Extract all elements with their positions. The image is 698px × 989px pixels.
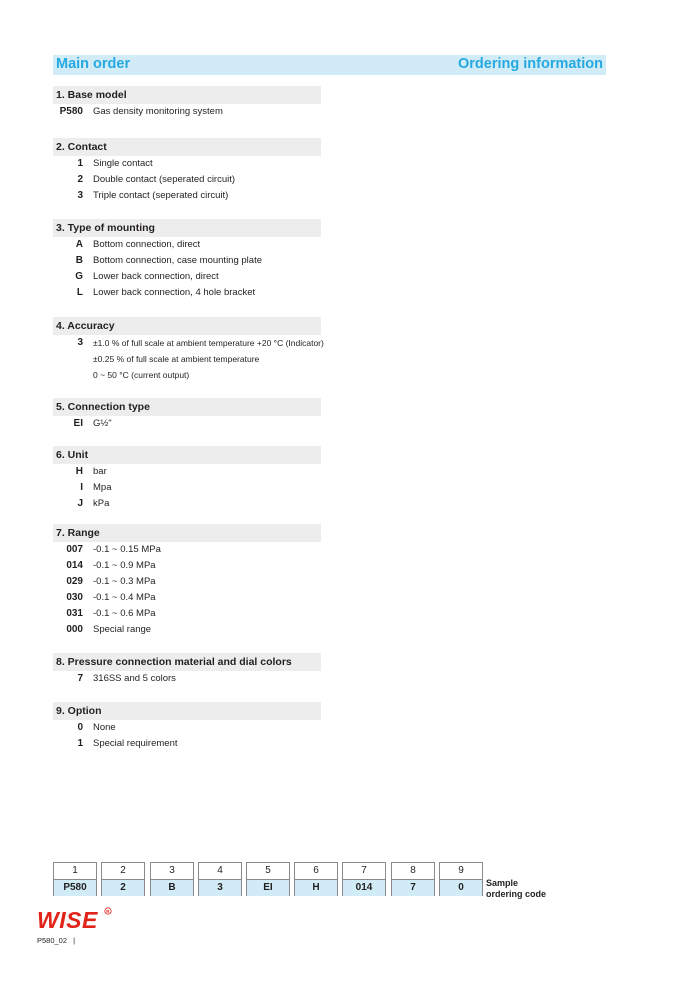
code-position: 8	[392, 863, 434, 879]
code-position: 9	[440, 863, 482, 879]
wise-logo-icon	[37, 906, 117, 936]
section-heading: 7. Range	[53, 524, 321, 542]
option-description: ±1.0 % of full scale at ambient temperature +20 °C (Indicator)	[93, 338, 324, 348]
option-description: Double contact (seperated circuit)	[93, 174, 236, 185]
code-position: 7	[343, 863, 385, 879]
option-row	[53, 496, 321, 512]
section-3	[53, 219, 321, 301]
title-bar	[53, 55, 606, 75]
code-position: 5	[247, 863, 289, 879]
code-position: 1	[54, 863, 96, 879]
code-position: 6	[295, 863, 337, 879]
option-row	[53, 622, 321, 638]
option-description: 316SS and 5 colors	[93, 673, 176, 684]
option-description: bar	[93, 466, 107, 477]
section-1	[53, 86, 321, 120]
option-row	[53, 590, 321, 606]
code-cell	[439, 862, 483, 896]
section-4	[53, 317, 324, 383]
option-row	[53, 269, 321, 285]
option-code: 0	[77, 722, 83, 733]
option-code: 7	[77, 673, 83, 684]
code-cell	[150, 862, 194, 896]
option-code: I	[80, 482, 83, 493]
code-value: 2	[102, 879, 144, 896]
option-description: 0 ~ 50 °C (current output)	[93, 370, 190, 380]
option-description: -0.1 ~ 0.4 MPa	[93, 592, 156, 603]
option-code: H	[75, 466, 83, 477]
section-heading: 1. Base model	[53, 86, 321, 104]
code-cell	[246, 862, 290, 896]
code-value: EI	[247, 879, 289, 896]
section-heading: 6. Unit	[53, 446, 321, 464]
section-heading: 8. Pressure connection material and dial colors	[53, 653, 321, 671]
option-row	[53, 253, 321, 269]
option-row	[53, 464, 321, 480]
code-position: 2	[102, 863, 144, 879]
option-row	[53, 285, 321, 301]
sample-label-line1: Sample	[486, 878, 519, 888]
option-description: ±0.25 % of full scale at ambient temperature	[93, 354, 260, 364]
option-row	[53, 606, 321, 622]
code-cell	[101, 862, 145, 896]
sample-label	[486, 878, 546, 900]
code-value: 014	[343, 879, 385, 896]
code-value: 0	[440, 879, 482, 896]
option-code: 1	[77, 738, 83, 749]
option-row	[53, 367, 321, 383]
document-code	[37, 936, 75, 945]
option-description: Lower back connection, direct	[93, 271, 219, 282]
section-heading: 9. Option	[53, 702, 321, 720]
code-value: 3	[199, 879, 241, 896]
option-row	[53, 104, 321, 120]
option-row	[53, 416, 321, 432]
option-code: 007	[66, 544, 83, 555]
option-row	[53, 156, 321, 172]
option-row	[53, 736, 321, 752]
section-2	[53, 138, 321, 204]
option-code: 014	[66, 560, 83, 571]
option-description: Single contact	[93, 158, 153, 169]
option-description: kPa	[93, 498, 110, 509]
option-code: 031	[66, 608, 83, 619]
code-value: P580	[54, 879, 96, 896]
option-row	[53, 720, 321, 736]
option-description: Triple contact (seperated circuit)	[93, 190, 229, 201]
page-subtitle: Ordering information	[458, 56, 603, 72]
section-heading: 5. Connection type	[53, 398, 321, 416]
wise-logo	[37, 906, 117, 936]
option-code: P580	[59, 106, 83, 117]
option-description: Special range	[93, 624, 152, 635]
svg-text:WISE: WISE	[37, 907, 98, 933]
option-code: EI	[73, 418, 83, 429]
code-cell	[198, 862, 242, 896]
code-cell	[53, 862, 97, 896]
option-code: B	[75, 255, 83, 266]
code-cell	[391, 862, 435, 896]
section-heading: 4. Accuracy	[53, 317, 321, 335]
document-code-text: P580_02	[37, 936, 68, 945]
page-marker: |	[73, 936, 76, 945]
option-description: -0.1 ~ 0.15 MPa	[93, 544, 161, 555]
section-6	[53, 446, 321, 512]
option-description: Bottom connection, direct	[93, 239, 201, 250]
section-heading: 3. Type of mounting	[53, 219, 321, 237]
option-description: -0.1 ~ 0.9 MPa	[93, 560, 156, 571]
code-value: B	[151, 879, 193, 896]
option-description: -0.1 ~ 0.3 MPa	[93, 576, 156, 587]
option-code: G	[75, 271, 83, 282]
svg-text:R: R	[106, 909, 110, 914]
code-cell	[342, 862, 386, 896]
option-code: 3	[77, 190, 83, 201]
option-code: A	[75, 239, 83, 250]
option-row	[53, 558, 321, 574]
option-code: J	[77, 498, 83, 509]
option-description: Mpa	[93, 482, 112, 493]
option-description: Special requirement	[93, 738, 178, 749]
option-code: 2	[77, 174, 83, 185]
section-9	[53, 702, 321, 752]
option-description: Bottom connection, case mounting plate	[93, 255, 262, 266]
option-code: 030	[66, 592, 83, 603]
option-description: None	[93, 722, 116, 733]
code-value: 7	[392, 879, 434, 896]
code-position: 4	[199, 863, 241, 879]
section-7	[53, 524, 321, 638]
option-row	[53, 237, 321, 253]
option-code: 000	[66, 624, 83, 635]
section-8	[53, 653, 321, 687]
option-row	[53, 188, 321, 204]
option-row	[53, 574, 321, 590]
option-code: L	[76, 287, 83, 298]
option-description: G½"	[93, 418, 112, 429]
section-5	[53, 398, 321, 432]
option-description: Gas density monitoring system	[93, 106, 223, 117]
section-heading: 2. Contact	[53, 138, 321, 156]
option-description: Lower back connection, 4 hole bracket	[93, 287, 256, 298]
page-title: Main order	[56, 56, 131, 72]
option-row	[53, 542, 321, 558]
option-row	[53, 480, 321, 496]
option-description: -0.1 ~ 0.6 MPa	[93, 608, 156, 619]
sample-code-table	[53, 862, 483, 898]
option-row	[53, 172, 321, 188]
option-code: 3	[77, 337, 83, 348]
option-row	[53, 671, 321, 687]
option-code: 029	[66, 576, 83, 587]
code-cell	[294, 862, 338, 896]
option-row	[53, 335, 324, 351]
code-position: 3	[151, 863, 193, 879]
sample-label-line2: ordering code	[486, 889, 547, 899]
option-row	[53, 351, 321, 367]
code-value: H	[295, 879, 337, 896]
option-code: 1	[77, 158, 83, 169]
